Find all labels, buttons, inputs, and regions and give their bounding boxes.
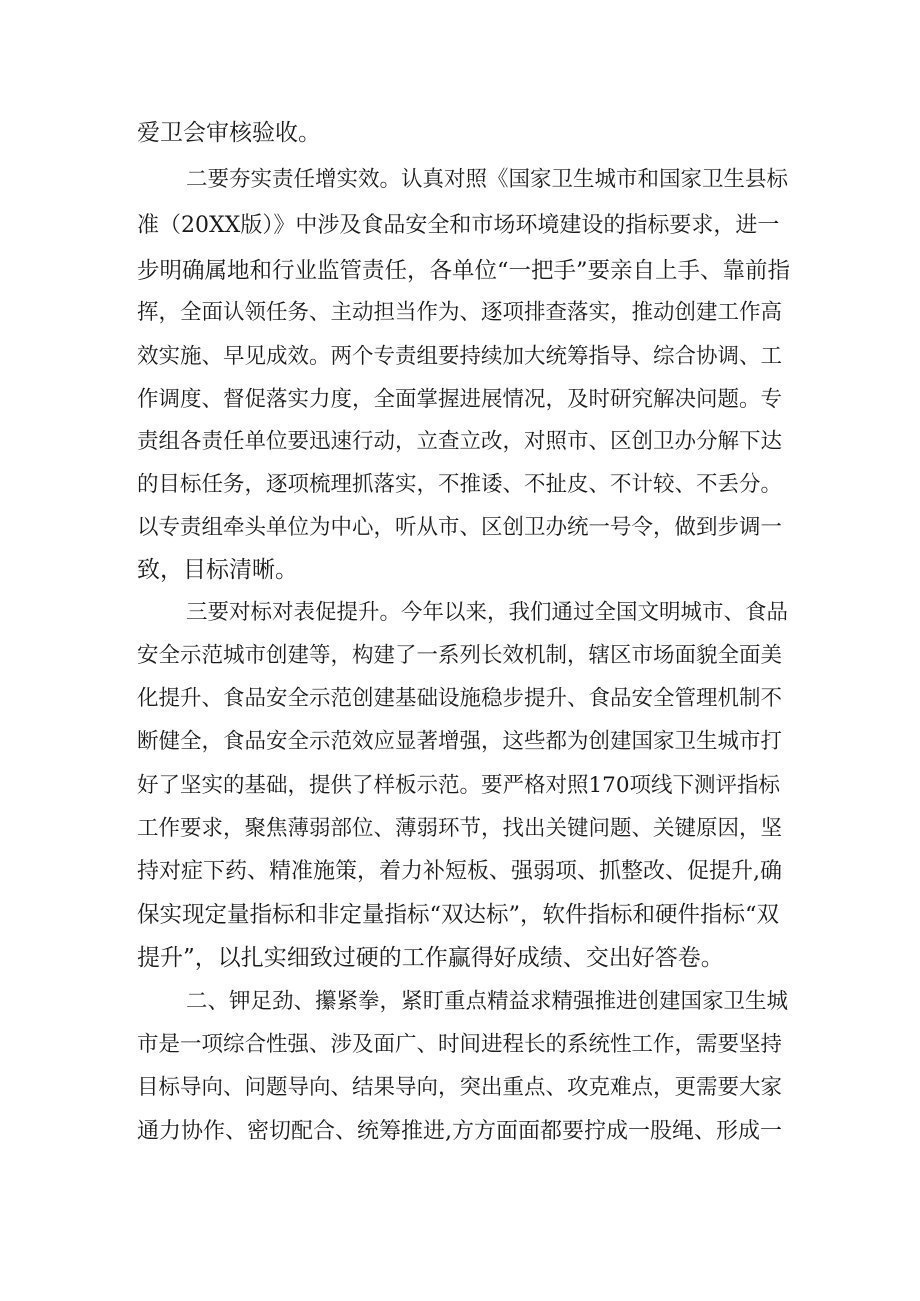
text-line: 致，目标清晰。 [137,557,298,583]
text-line: 好了坚实的基础，提供了样板示范。要严格对照170项线下测评指标 [137,773,781,798]
text-line: 责组各责任单位要迅速行动，立查立改，对照市、区创卫办分解下达 [137,429,783,454]
text-line: 爱卫会审核验收。 [137,120,321,146]
text-line: 保实现定量指标和非定量指标“双达标”，软件指标和硬件指标“双 [137,902,780,928]
paragraph-first-line: 三要对标对表促提升。今年以来，我们通过全国文明城市、食品 [186,600,789,625]
paragraph-first-line: 二要夯实责任增实效。认真对照《国家卫生城市和国家卫生县标 [186,167,789,192]
text-line: 作调度、督促落实力度，全面掌握进展情况，及时研究解决问题。专 [137,387,783,412]
text-line: 市是一项综合性强、涉及面广、时间进程长的系统性工作，需要坚持 [137,1032,783,1057]
text-line: 化提升、食品安全示范创建基础设施稳步提升、食品安全管理机制不 [137,686,783,711]
text-line: 通力协作、密切配合、统筹推进,方方面面都要拧成一股绳、形成一 [137,1119,782,1144]
text-line: 持对症下药、精准施策，着力补短板、强弱项、抓整改、促提升,确 [137,859,782,884]
text-line: 目标导向、问题导向、结果导向，突出重点、攻克难点，更需要大家 [137,1075,783,1100]
text-line: 效实施、早见成效。两个专责组要持续加大统筹指导、综合协调、工 [137,344,783,369]
text-line: 工作要求，聚焦薄弱部位、薄弱环节，找出关键问题、关键原因，坚 [137,816,783,841]
text-line: 以专责组牵头单位为中心，听从市、区创卫办统一号令，做到步调一 [137,515,783,540]
text-line: 步明确属地和行业监管责任，各单位“一把手”要亲自上手、靠前指 [137,258,791,284]
text-line: 挥，全面认领任务、主动担当作为、逐项排查落实，推动创建工作高 [137,300,783,325]
text-line: 断健全，食品安全示范效应显著增强，这些都为创建国家卫生城市打 [137,729,783,754]
text-line: 准（20XX版）》中涉及食品安全和市场环境建设的指标要求，进一 [137,213,780,238]
text-line: 的目标任务，逐项梳理抓落实，不推诿、不扯皮、不计较、不丢分。 [137,472,783,497]
text-line: 提升”，以扎实细致过硬的工作赢得好成绩、交出好答卷。 [137,945,724,971]
text-line: 安全示范城市创建等，构建了一系列长效机制，辖区市场面貌全面美 [137,643,783,668]
paragraph-first-line: 二、钾足劲、攥紧拳，紧盯重点精益求精强推进创建国家卫生城 [186,989,789,1014]
